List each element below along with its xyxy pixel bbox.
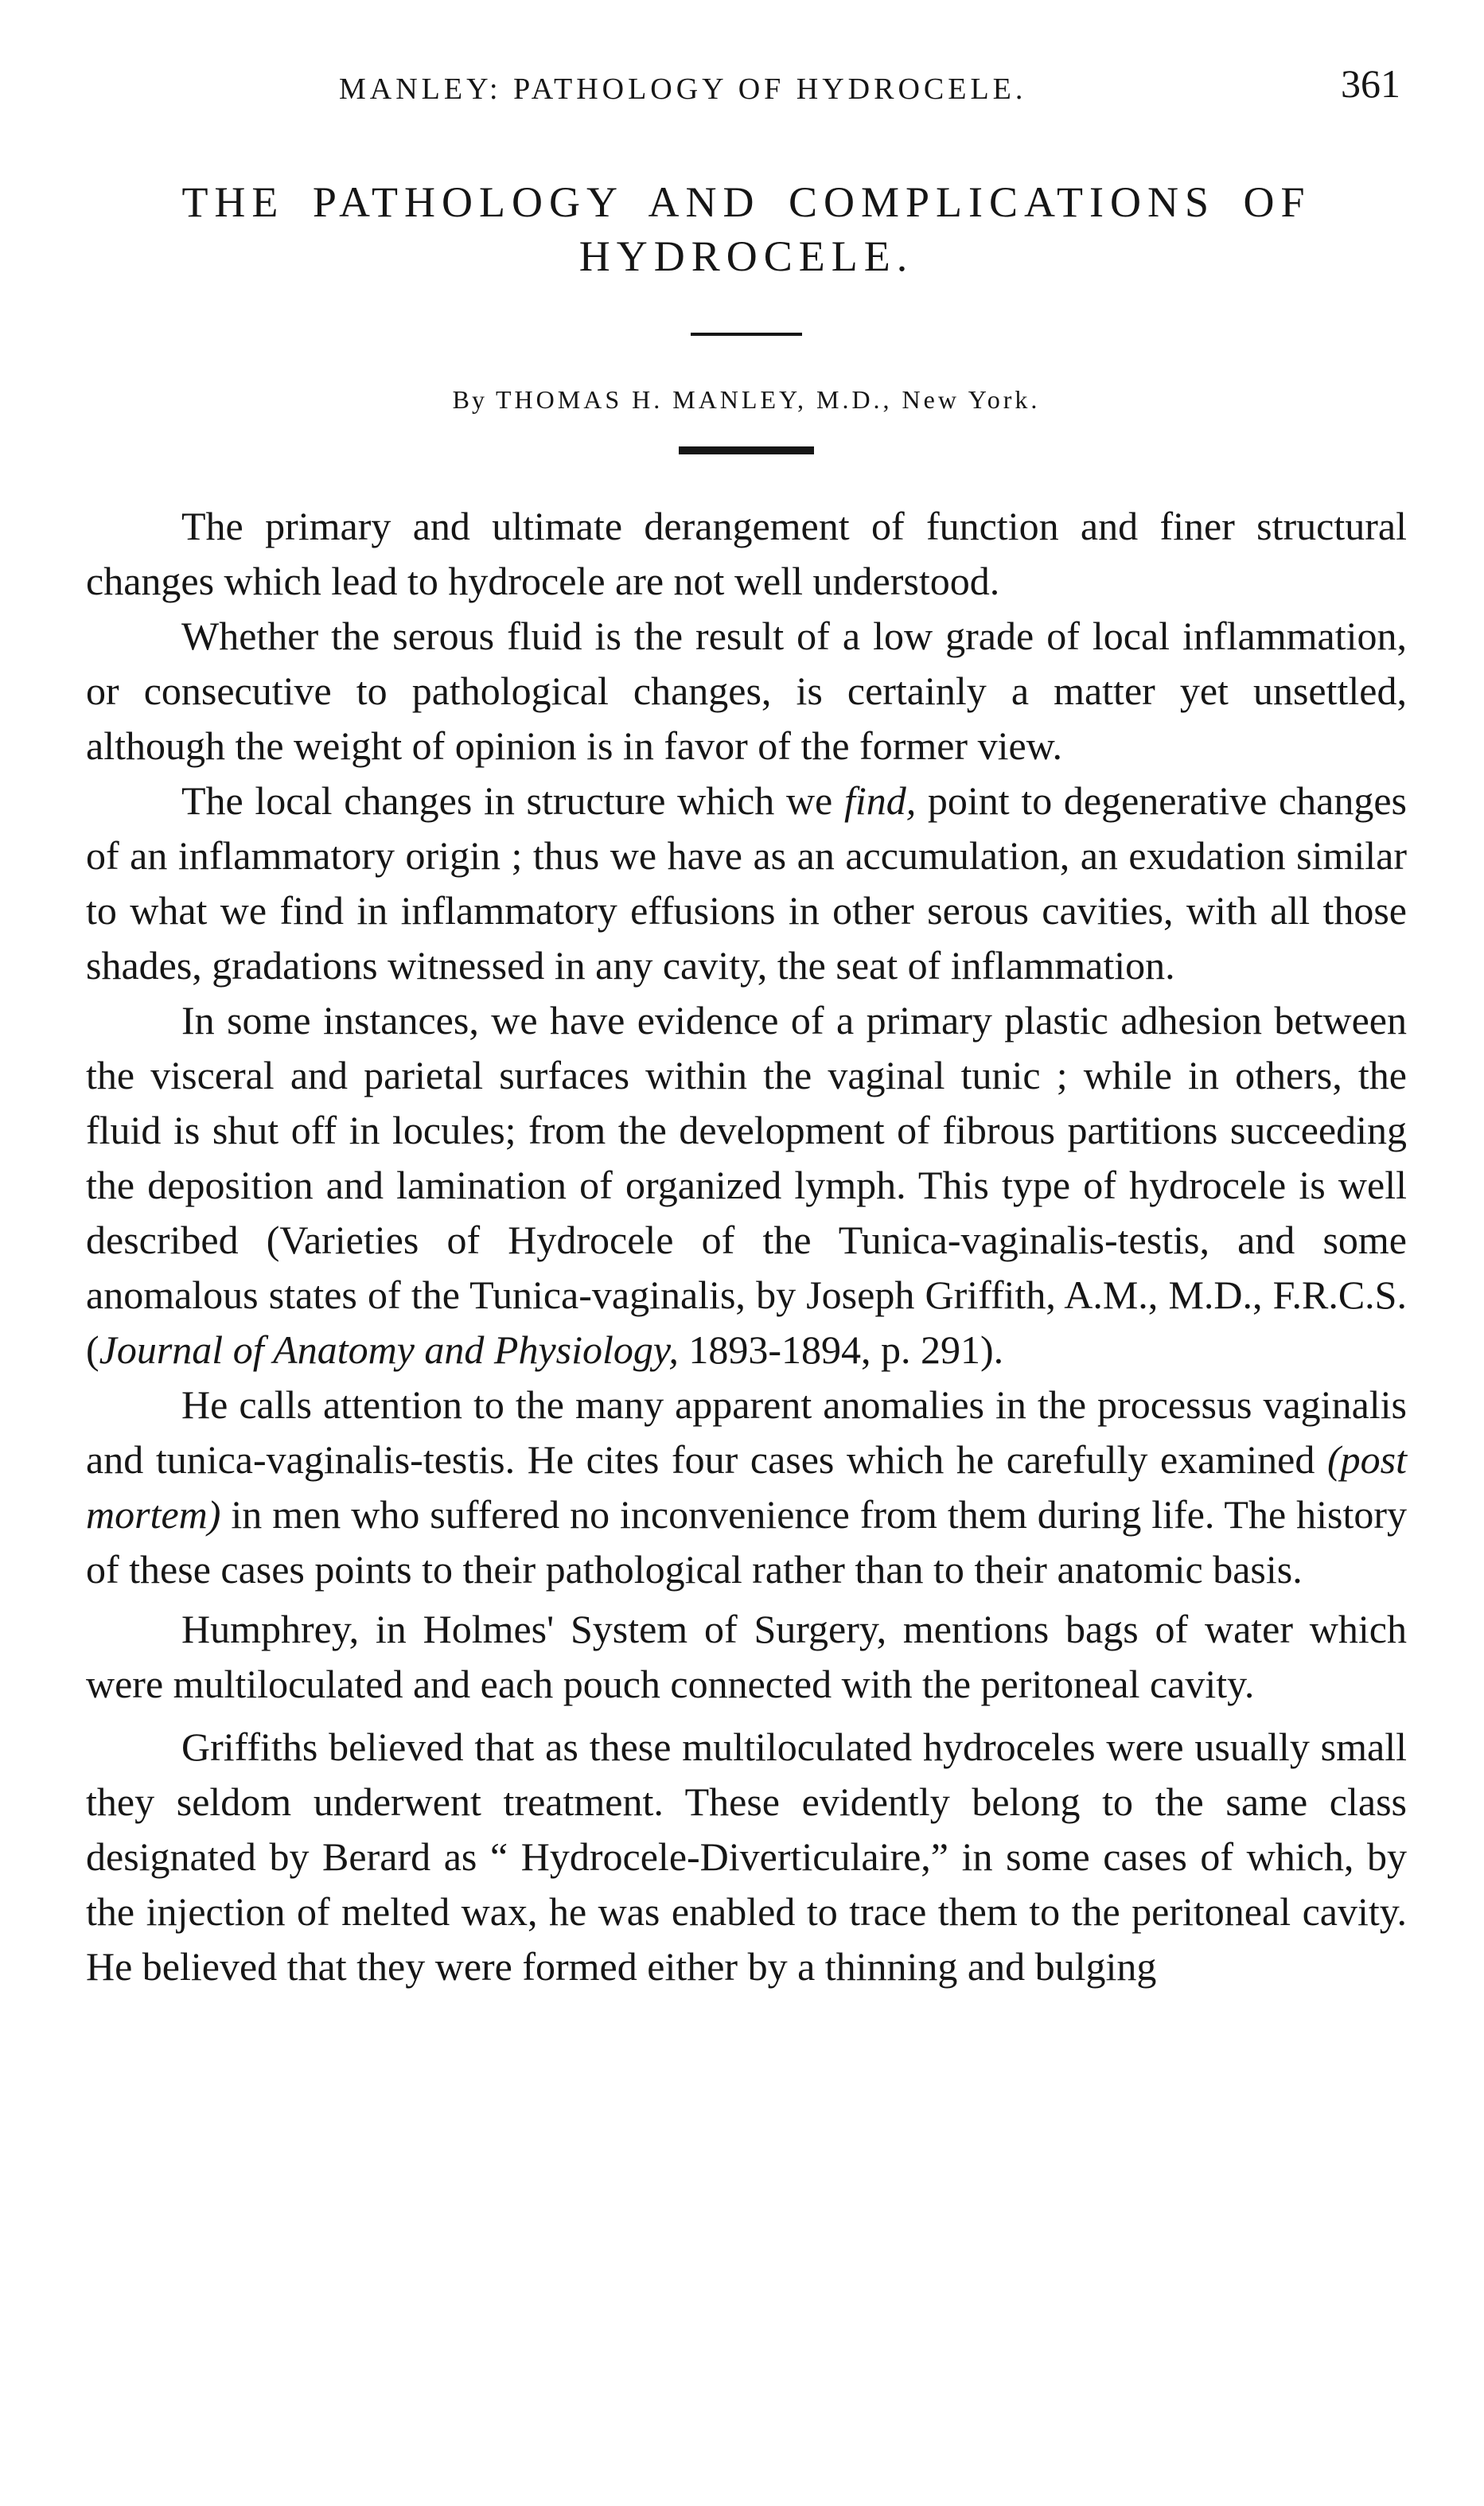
byline (86, 385, 1407, 415)
paragraph-5 (86, 1378, 1407, 1597)
paragraph-2: Whether the serous fluid is the result of a low grade of local inflammation, or consecutive to pathological changes, is certainly a matter yet unsettled, although the weight of opinion is in favor of the former view. (86, 614, 1407, 768)
byline-author: THOMAS H. MANLEY, M.D., New York. (496, 385, 1041, 414)
paragraph-5-text-b: in men who suffered no inconvenience from them during life. The history of these cases points to their pathological rather than to their anatomic basis. (86, 1492, 1407, 1592)
book-page (86, 56, 1407, 1994)
paragraph-6: Humphrey, in Holmes' System of Surgery, mentions bags of water which were multiloculated and each pouch connected with the peritoneal cavity. (86, 1607, 1407, 1706)
title-divider (691, 333, 802, 336)
article-body (86, 499, 1407, 1994)
paragraph-1: The primary and ultimate derangement of function and finer structural changes which lead to hydrocele are not well understood. (86, 504, 1407, 603)
paragraph-5-text-a: He calls attention to the many apparent anomalies in the processus vaginalis and tunica-vaginalis-testis. He cites four cases which he carefully examined (86, 1382, 1407, 1482)
article-title-line-2: HYDROCELE. (578, 232, 914, 280)
journal-citation: Journal of Anatomy and Physiology, (99, 1327, 679, 1372)
running-head (86, 56, 1407, 111)
paragraph-3 (86, 774, 1407, 993)
article-title (86, 175, 1407, 283)
article-title-line-1: THE PATHOLOGY AND COMPLICATIONS OF (181, 178, 1311, 226)
paragraph-4-text-a: In some instances, we have evidence of a primary plastic adhesion between the visceral and parietal surfaces within the vaginal tunic ; while in others, the fluid is shut off in locules; from the development of fibrous partitions succeeding the deposition and lamination of organized lymph. This type of hydrocele is well described (Varieties of Hydrocele of the Tunica-vaginalis-testis, and some anomalous states of the Tunica-vaginalis, by Joseph Griffith, A.M., M.D., F.R.C.S. ( (86, 998, 1407, 1372)
page-number: 361 (1341, 61, 1400, 106)
paragraph-3-text-b: point to degenerative changes of an inflammatory origin ; thus we have as an accumulation, an exudation similar to what we find in inflammatory effusions in other serous cavities, with all those shades, gradations witnessed in any cavity, the seat of inflammation. (86, 778, 1408, 988)
post-mortem-phrase: (post mortem) (86, 1437, 1407, 1537)
byline-prefix: By (452, 385, 487, 414)
byline-divider (679, 446, 814, 454)
paragraph-4 (86, 993, 1407, 1378)
paragraph-3-emphasis: find, (843, 778, 917, 823)
running-head-title: MANLEY: PATHOLOGY OF HYDROCELE. (339, 72, 1027, 106)
paragraph-7: Griffiths believed that as these multiloculated hydroceles were usually small they seldom underwent treatment. These evidently belong to the same class designated by Berard as “ Hydrocele-Diverticulaire,” in some cases of which, by the injection of melted wax, he was enabled to trace them to the peritoneal cavity. He believed that they were formed either by a thinning and bulging (86, 1725, 1407, 1989)
paragraph-3-text-a: The local changes in structure which we (181, 778, 844, 823)
paragraph-4-text-b: 1893-1894, p. 291). (678, 1327, 1004, 1372)
